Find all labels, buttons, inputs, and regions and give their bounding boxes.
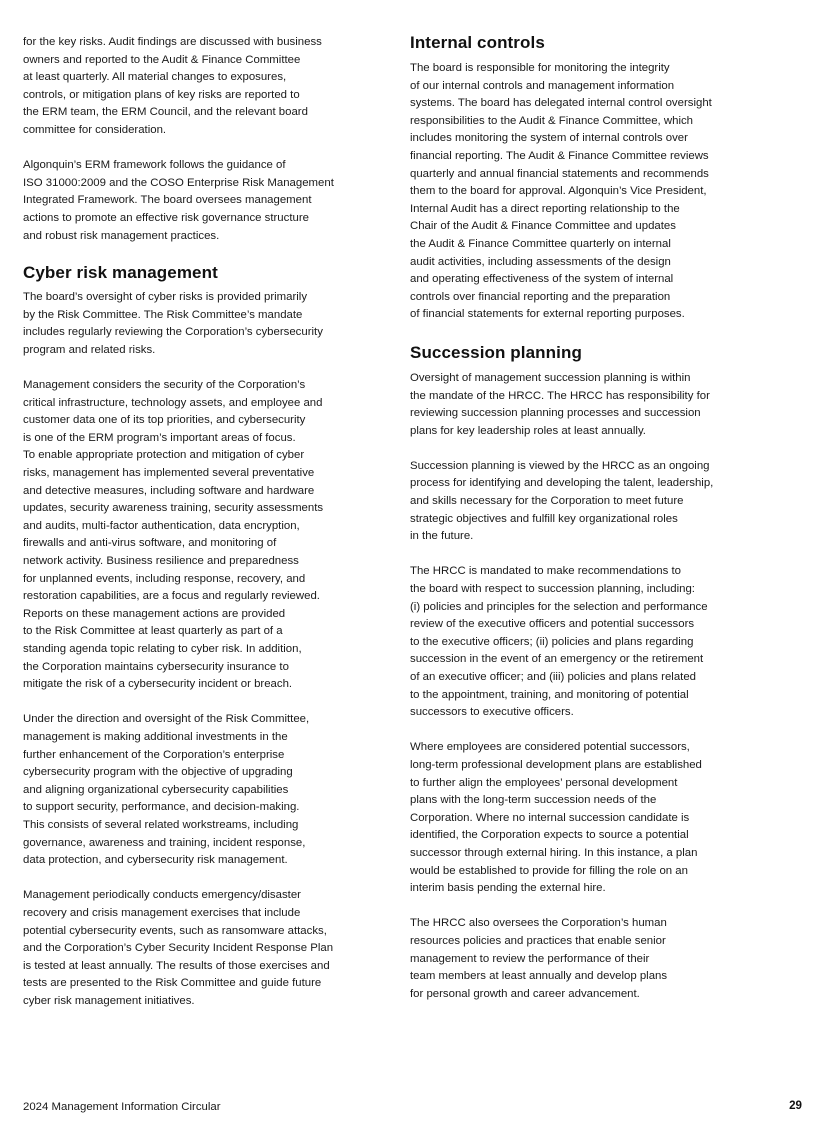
text-line: committee for consideration. [23, 123, 167, 136]
text-line: further enhancement of the Corporation’s enterprise [23, 748, 285, 761]
text-line: management is making additional investments in the [23, 730, 288, 743]
left-column [23, 34, 383, 1010]
internal-controls-paragraph [410, 60, 770, 324]
succession-planning-heading: Succession planning [410, 342, 582, 362]
right-column [410, 34, 770, 1003]
text-line: reviewing succession planning processes and succession [410, 407, 701, 420]
text-line: Under the direction and oversight of the Risk Committee, [23, 713, 310, 726]
text-line: the Corporation maintains cybersecurity insurance to [23, 660, 289, 673]
text-line: the ERM team, the ERM Council, and the relevant board [23, 106, 308, 119]
text-line: of financial statements for external reporting purposes. [410, 308, 685, 321]
text-line: standing agenda topic relating to cyber risk. In addition, [23, 643, 302, 655]
text-line: by the Risk Committee. The Risk Committee’s mandate [23, 308, 303, 321]
text-line: audit activities, including assessments of the design [410, 255, 671, 268]
text-line: recovery and crisis management exercises that include [23, 906, 301, 919]
text-line: owners and reported to the Audit & Finance Committee [23, 53, 301, 66]
text-line: at least quarterly. All material changes to exposures, [23, 71, 287, 84]
text-line: actions to promote an effective risk governance structure [23, 211, 309, 224]
text-line: The board is responsible for monitoring the integrity [410, 62, 670, 74]
text-line: identified, the Corporation expects to source a potential [410, 829, 689, 842]
text-line: and operating effectiveness of the system of internal [410, 273, 674, 286]
text-line: and audits, multi-factor authentication, data encryption, [23, 519, 300, 532]
erm-framework-paragraph [23, 157, 383, 245]
text-line: Algonquin’s ERM framework follows the guidance of [23, 159, 286, 172]
text-line: governance, awareness and training, incident response, [23, 836, 306, 849]
text-line: plans with the long-term succession needs of the [410, 794, 657, 807]
text-line: cyber risk management initiatives. [23, 994, 195, 1007]
text-line: To enable appropriate protection and mitigation of cyber [23, 449, 305, 462]
cyber-oversight-paragraph [23, 289, 383, 359]
text-line: Management periodically conducts emergency/disaster [23, 889, 301, 902]
text-line: restoration capabilities, are a focus and regularly reviewed. [23, 590, 320, 603]
text-line: for the key risks. Audit findings are discussed with business [23, 36, 322, 48]
text-line: Succession planning is viewed by the HRCC as an ongoing [410, 459, 710, 472]
text-line: the mandate of the HRCC. The HRCC has responsibility for [410, 389, 710, 402]
text-line: tests are presented to the Risk Committee and guide future [23, 977, 322, 990]
text-line: resources policies and practices that enable senior [410, 934, 666, 947]
text-line: plans for key leadership roles at least annually. [410, 424, 646, 437]
text-line: and aligning organizational cybersecurity capabilities [23, 783, 289, 796]
text-line: includes monitoring the system of internal controls over [410, 132, 688, 145]
text-line: and the Corporation’s Cyber Security Incident Response Plan [23, 942, 334, 955]
text-line: successor through external hiring. In this instance, a plan [410, 846, 698, 859]
text-line: interim basis pending the external hire. [410, 882, 606, 895]
text-line: Corporation. Where no internal succession candidate is [410, 811, 690, 824]
text-line: long-term professional development plans are established [410, 758, 702, 771]
cyber-measures-paragraph [23, 377, 383, 694]
text-line: is one of the ERM program’s important areas of focus. [23, 431, 296, 444]
succession-hr-policies-paragraph [410, 915, 770, 1003]
text-line: process for identifying and developing the talent, leadership, [410, 477, 714, 490]
text-line: updates, security awareness training, security assessments [23, 502, 324, 515]
text-line: Chair of the Audit & Finance Committee and updates [410, 220, 676, 233]
text-line: the board with respect to succession planning, including: [410, 583, 695, 596]
text-line: review of the executive officers and potential successors [410, 618, 695, 631]
text-line: controls over financial reporting and the preparation [410, 290, 671, 303]
text-line: firewalls and anti-virus software, and monitoring of [23, 537, 277, 550]
succession-development-paragraph [410, 739, 770, 897]
text-line: to the Risk Committee at least quarterly as part of a [23, 625, 283, 638]
text-line: responsibilities to the Audit & Finance Committee, which [410, 114, 694, 127]
footer-document-title: 2024 Management Information Circular [23, 1101, 221, 1113]
text-line: Where employees are considered potential successors, [410, 741, 690, 754]
text-line: successors to executive officers. [410, 706, 574, 719]
succession-process-paragraph [410, 458, 770, 546]
text-line: and robust risk management practices. [23, 229, 220, 242]
text-line: of our internal controls and management information [410, 79, 675, 92]
text-line: and skills necessary for the Corporation to meet future [410, 495, 684, 508]
text-line: to the executive officers; (ii) policies and plans regarding [410, 635, 694, 648]
text-line: them to the board for approval. Algonquin’s Vice President, [410, 185, 707, 198]
cyber-investments-paragraph [23, 711, 383, 869]
text-line: to further align the employees’ personal development [410, 776, 678, 789]
text-line: cybersecurity program with the objective of upgrading [23, 766, 293, 779]
text-line: to support security, performance, and decision-making. [23, 801, 300, 814]
succession-mandate-paragraph [410, 563, 770, 721]
succession-oversight-paragraph [410, 370, 770, 440]
text-line: The HRCC also oversees the Corporation’s human [410, 917, 667, 930]
text-line: financial reporting. The Audit & Finance Committee reviews [410, 149, 709, 162]
text-line: Management considers the security of the Corporation’s [23, 379, 306, 392]
text-line: team members at least annually and develop plans [410, 970, 668, 983]
text-line: systems. The board has delegated internal control oversight [410, 97, 712, 110]
text-line: program and related risks. [23, 343, 156, 356]
text-line: would be established to provide for filling the role on an [410, 864, 688, 877]
cyber-risk-heading: Cyber risk management [23, 263, 218, 283]
text-line: customer data one of its top priorities, and cybersecurity [23, 414, 306, 427]
cyber-exercises-paragraph [23, 887, 383, 1010]
text-line: critical infrastructure, technology assets, and employee and [23, 396, 323, 409]
text-line: includes regularly reviewing the Corporation’s cybersecurity [23, 326, 323, 339]
text-line: data protection, and cybersecurity risk management. [23, 854, 288, 867]
text-line: for personal growth and career advancement. [410, 987, 640, 1000]
intro-paragraph [23, 34, 383, 140]
text-line: potential cybersecurity events, such as ransomware attacks, [23, 924, 327, 937]
internal-controls-heading: Internal controls [410, 33, 545, 52]
text-line: mitigate the risk of a cybersecurity incident or breach. [23, 678, 293, 691]
text-line: strategic objectives and fulfill key organizational roles [410, 512, 678, 525]
text-line: This consists of several related workstreams, including [23, 818, 299, 831]
text-line: Integrated Framework. The board oversees management [23, 194, 312, 207]
text-line: risks, management has implemented several preventative [23, 467, 315, 480]
text-line: Reports on these management actions are provided [23, 607, 286, 620]
text-line: The HRCC is mandated to make recommendations to [410, 565, 681, 578]
text-line: of an executive officer; and (iii) policies and plans related [410, 671, 696, 683]
text-line: the Audit & Finance Committee quarterly on internal [410, 237, 671, 250]
text-line: for unplanned events, including response, recovery, and [23, 572, 306, 585]
text-line: and detective measures, including software and hardware [23, 484, 315, 497]
footer-page-number: 29 [789, 1099, 802, 1112]
text-line: is tested at least annually. The results of those exercises and [23, 959, 330, 972]
text-line: controls, or mitigation plans of key risks are reported to [23, 88, 300, 101]
text-line: management to review the performance of their [410, 952, 650, 965]
text-line: Internal Audit has a direct reporting relationship to the [410, 202, 680, 215]
text-line: (i) policies and principles for the selection and performance [410, 600, 708, 613]
text-line: Oversight of management succession planning is within [410, 371, 691, 384]
text-line: in the future. [410, 530, 474, 543]
text-line: quarterly and annual financial statements and recommends [410, 167, 709, 180]
text-line: The board’s oversight of cyber risks is provided primarily [23, 291, 308, 304]
text-line: succession in the event of an emergency or the retirement [410, 653, 704, 666]
text-line: network activity. Business resilience and preparedness [23, 555, 299, 568]
text-line: ISO 31000:2009 and the COSO Enterprise Risk Management [23, 176, 334, 189]
text-line: to the appointment, training, and monitoring of potential [410, 688, 689, 701]
